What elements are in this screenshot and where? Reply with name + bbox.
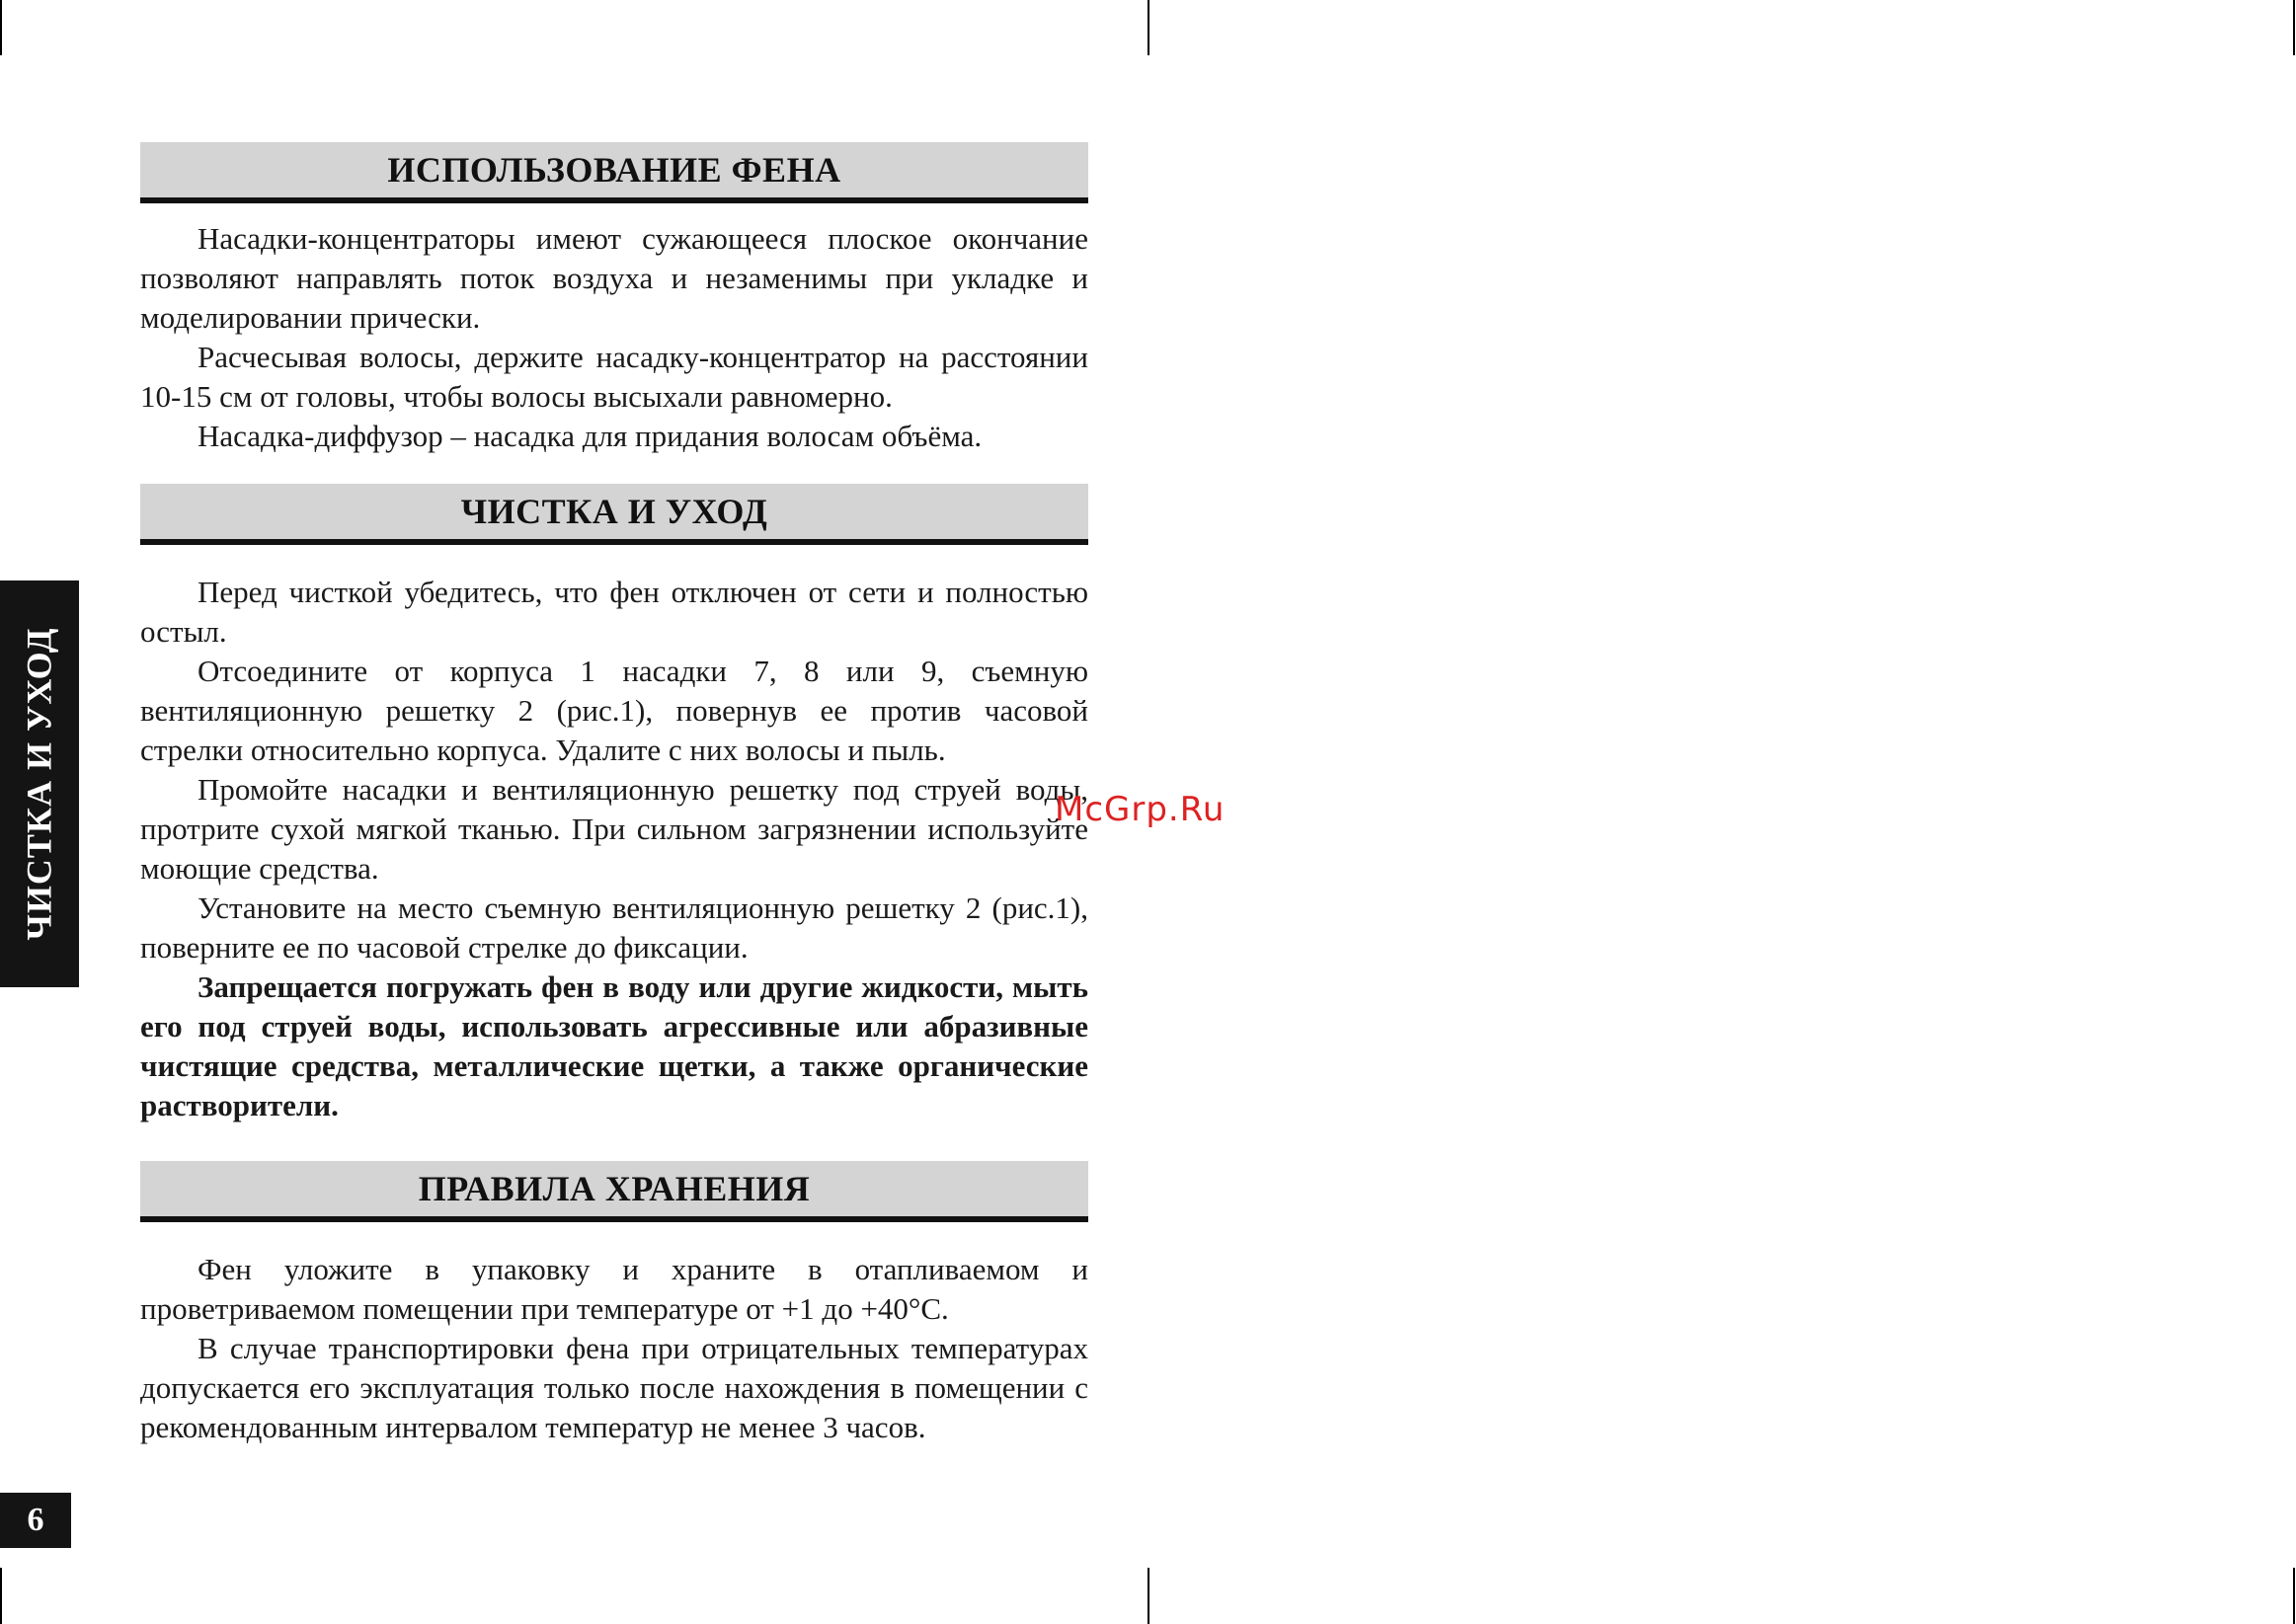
crop-mark-top-center [1148,0,1149,55]
section-header-storage-rules: ПРАВИЛА ХРАНЕНИЯ [140,1161,1088,1222]
side-tab-label: ЧИСТКА И УХОД [20,627,60,941]
paragraph: Насадки-концентраторы имеют сужающееся плоское окончание позволяют направлять поток воздуха и незаменимы при укладке и моделировании прически. [140,221,1088,335]
paragraph: Расчесывая волосы, держите насадку-концентратор на расстоянии 10-15 см от головы, чтобы волосы высыхали равномерно. [140,340,1088,414]
paragraph: Промойте насадки и вентиляционную решетку под струей воды, протрите сухой мягкой тканью. При сильном загрязнении используйте моющие средства. [140,772,1088,886]
paragraph: Насадка-диффузор – насадка для придания волосам объёма. [198,419,983,453]
section-body-storage-rules [140,1222,1088,1447]
section-header-cleaning-care: ЧИСТКА И УХОД [140,484,1088,545]
side-section-tab [0,580,79,987]
page-number: 6 [0,1493,71,1548]
watermark: McGrp.Ru [1055,790,1226,829]
section-body-cleaning-care [140,545,1088,1125]
crop-mark-top-right [2293,0,2295,55]
paragraph: Установите на место съемную вентиляционную решетку 2 (рис.1), поверните ее по часовой стрелке до фиксации. [140,890,1088,965]
text-column [140,142,1088,1447]
crop-mark-top-left [0,0,2,55]
paragraph: Отсоедините от корпуса 1 насадки 7, 8 или 9, съемную вентиляционную решетку 2 (рис.1), повернув ее против часовой стрелки относительно корпуса. Удалите с них волосы и пыль. [140,654,1088,767]
crop-mark-bottom-center [1148,1568,1149,1624]
section-header-hair-dryer-use: ИСПОЛЬЗОВАНИЕ ФЕНА [140,142,1088,203]
paragraph: Фен уложите в упаковку и храните в отапливаемом и проветриваемом помещении при температуре от +1 до +40°С. [140,1252,1088,1326]
paragraph: Перед чисткой убедитесь, что фен отключен от сети и полностью остыл. [140,575,1088,649]
crop-mark-bottom-left [0,1568,2,1624]
paragraph: В случае транспортировки фена при отрицательных температурах допускается его эксплуатация только после нахождения в помещении с рекомендованным интервалом температур не менее 3 часов. [140,1331,1088,1444]
crop-mark-bottom-right [2293,1568,2295,1624]
section-body-hair-dryer-use [140,203,1088,456]
warning-paragraph: Запрещается погружать фен в воду или другие жидкости, мыть его под струей воды, использовать агрессивные или абразивные чистящие средства, металлические щетки, а также органические растворители. [140,969,1088,1122]
